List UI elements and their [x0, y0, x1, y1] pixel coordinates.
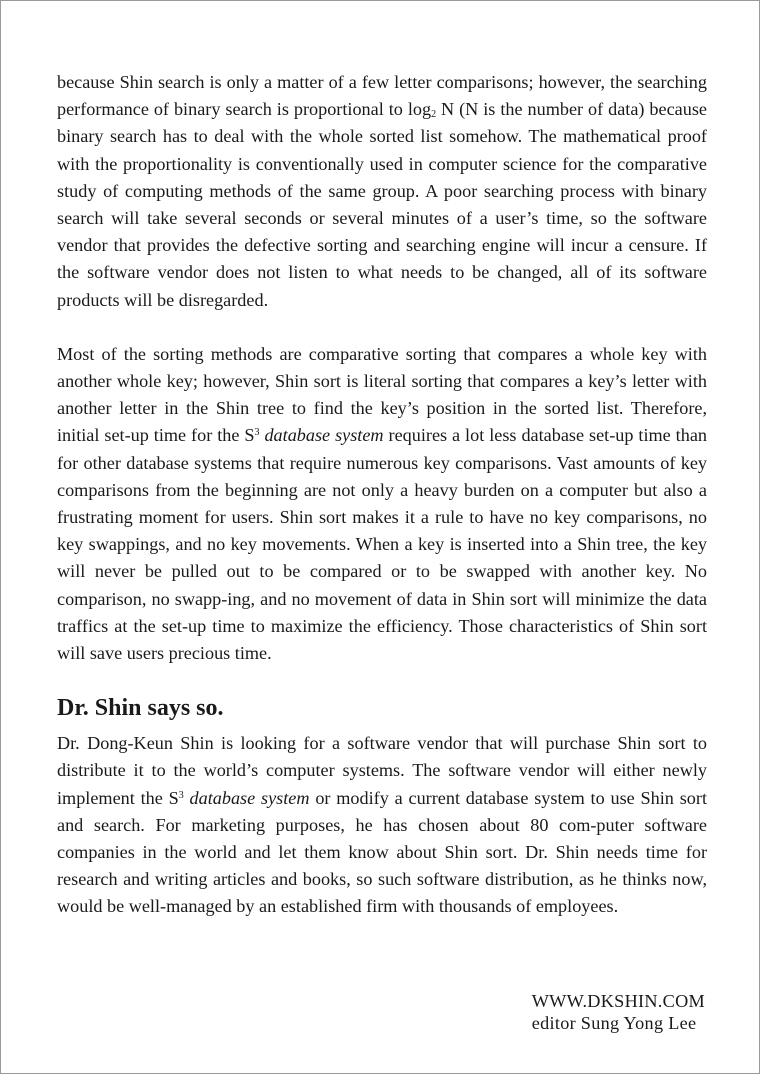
editor-credit: editor Sung Yong Lee: [531, 1013, 697, 1033]
database-system-italic: database system: [183, 787, 310, 808]
footer-credits: [532, 990, 705, 1034]
paragraph-3-text-a: Dr. Dong-Keun Shin is looking for a software vendor that will purchase Shin sort to distribute it to the world’s computer systems. The software vendor will either newly implement the S: [57, 733, 707, 808]
superscript-3: 3: [254, 427, 260, 439]
paragraph-1-text-a: because Shin search is only a matter of a few letter comparisons; however, the searching performance of binary search is proportional to log: [57, 72, 707, 120]
paragraph-software-vendor: [57, 730, 707, 920]
superscript-3: 3: [178, 789, 184, 801]
website-url: WWW.DKSHIN.COM: [531, 991, 705, 1011]
paragraph-3-text-b: or modify a current database system to use Shin sort and search. For marketing purposes, he has chosen about 80 com-puter software companies in the world and let them know about Shin sort. Dr. Shin needs time for research and writing articles and books, so such software distribution, as he thinks now, would be well-managed by an established firm with thousands of employees.: [57, 787, 707, 917]
database-system-italic: database system: [259, 425, 384, 446]
paragraph-2-text-b: requires a lot less database set-up time than for other database systems that require numerous key comparisons. Vast amounts of key comparisons from the beginning are not only a heavy burden on a computer but also a frustrating moment for users. Shin sort makes it a rule to have no key comparisons, no key swappings, and no key movements. When a key is inserted into a Shin tree, the key will never be pulled out to be compared or to be swapped with another key. No comparison, no swapp-ing, and no movement of data in Shin sort will minimize the data traffics at the set-up time to maximize the efficiency. Those characteristics of Shin sort will save users precious time.: [57, 425, 707, 664]
article-body: [57, 69, 707, 921]
paragraph-1-text-b: N (N is the number of data) because binary search has to deal with the whole sorted list somehow. The mathematical proof with the proportionality is conventionally used in computer science for the comparative study of computing methods of the same group. A poor searching process with binary search will take several seconds or several minutes of a user’s time, so the software vendor that provides the defective sorting and searching engine will incur a censure. If the software vendor does not listen to what needs to be changed, all of its software products will be disregarded.: [57, 99, 707, 310]
paragraph-binary-search: [57, 69, 707, 314]
paragraph-shin-sort: [57, 341, 707, 667]
section-heading: Dr. Shin says so.: [57, 695, 224, 722]
log-subscript: 2: [431, 109, 437, 121]
paragraph-2-text-a: Most of the sorting methods are comparative sorting that compares a whole key with another whole key; however, Shin sort is literal sorting that compares a key’s letter with another letter in the Shin tree to find the key’s position in the sorted list. Therefore, initial set-up time for the S: [57, 343, 707, 446]
